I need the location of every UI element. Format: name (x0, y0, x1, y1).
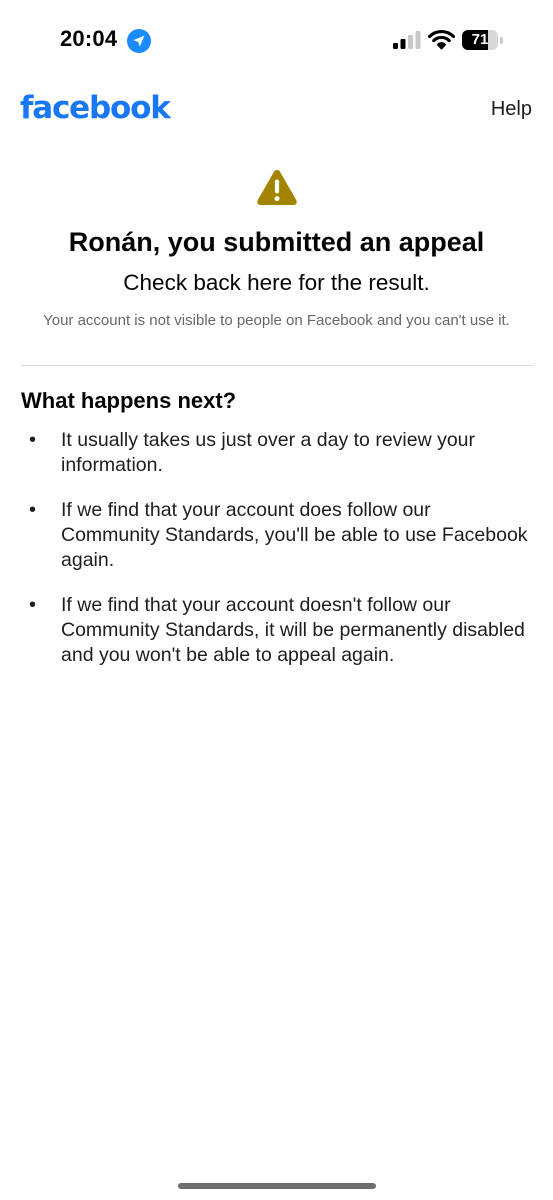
list-item-text: It usually takes us just over a day to review your information. (61, 429, 476, 476)
page-title: Ronán, you submitted an appeal (68, 227, 485, 257)
list-item (21, 498, 533, 573)
wifi-icon (428, 28, 455, 50)
battery-icon (462, 30, 504, 50)
cellular-signal-icon (392, 30, 422, 50)
facebook-logo[interactable]: facebook (20, 90, 170, 126)
battery-body (462, 30, 498, 50)
battery-level: 71 (471, 31, 489, 48)
section-heading: What happens next? (21, 388, 237, 413)
list-item-text: If we find that your account does follow our Community Standards, you'll be able to use Facebook again. (61, 499, 528, 571)
warning-icon (256, 168, 298, 206)
home-indicator[interactable] (178, 1183, 376, 1189)
list-item-text: If we find that your account doesn't follow our Community Standards, it will be permanently disabled and you won't be able to appeal again. (61, 594, 525, 666)
help-link[interactable]: Help (490, 98, 532, 120)
status-bar (0, 0, 553, 80)
list-item (21, 593, 533, 668)
divider (21, 365, 533, 366)
battery-cap (500, 37, 503, 44)
bullet: • (29, 429, 37, 451)
bullet: • (29, 594, 37, 616)
page-subtitle: Check back here for the result. (123, 270, 430, 295)
location-arrow-icon (127, 29, 151, 53)
bullet: • (29, 499, 37, 521)
status-time: 20:04 (60, 26, 118, 51)
list-item (21, 428, 533, 478)
account-visibility-note: Your account is not visible to people on Facebook and you can't use it. (43, 312, 510, 329)
next-steps-list (21, 428, 533, 688)
